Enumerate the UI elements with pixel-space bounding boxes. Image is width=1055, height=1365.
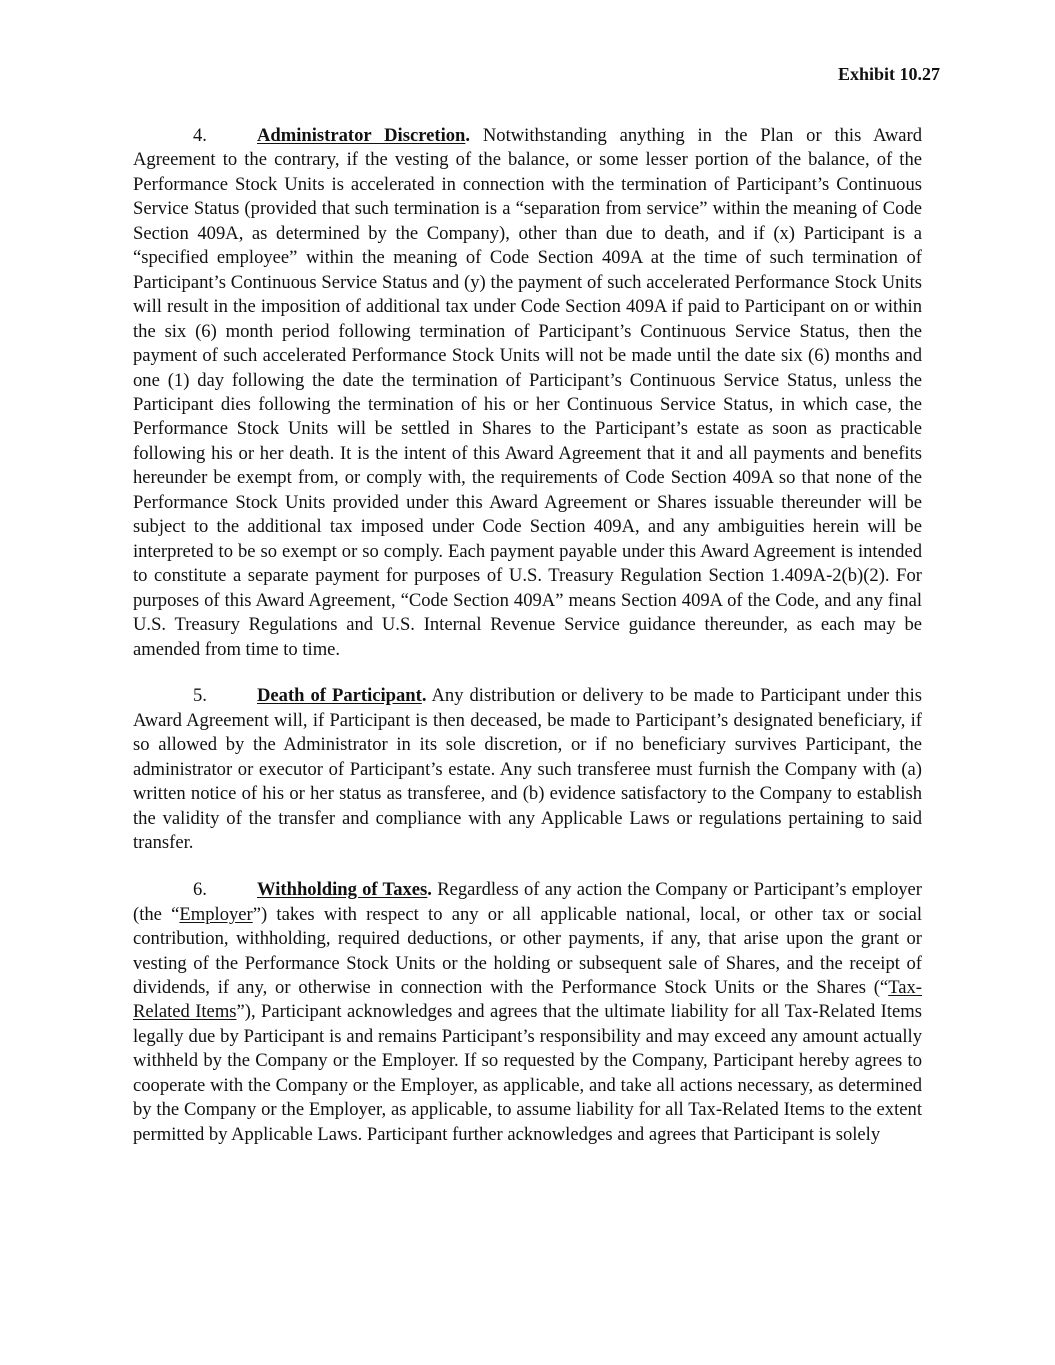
section-text: Notwithstanding anything in the Plan or this Award Agreement to the contrary, if the vesting of the balance, or some lesser portion of the balance, of the Performance Stock Units is accelerated in connection with the termination of Participant’s Continuous Service Status (provided that such termination is a “separation from service” within the meaning of Code Section 409A, as determined by the Company), other than due to death, and if (x) Participant is a “specified employee” within the meaning of Code Section 409A at the time of such termination of Participant’s Continuous Service Status and (y) the payment of such accelerated Performance Stock Units will result in the imposition of additional tax under Code Section 409A if paid to Participant on or within the six (6) month period following termination of Participant’s Continuous Service Status, then the payment of such accelerated Performance Stock Units will not be made until the date six (6) months and one (1) day following the date the termination of Participant’s Continuous Service Status, unless the Participant dies following the termination of his or her Continuous Service Status, in which case, the Performance Stock Units will be settled in Shares to the Participant’s estate as soon as practicable following his or her death. It is the intent of this Award Agreement that it and all payments and benefits hereunder be exempt from, or comply with, the requirements of Code Section 409A so that none of the Performance Stock Units provided under this Award Agreement or Shares issuable thereunder will be subject to the additional tax imposed under Code Section 409A, and any ambiguities herein will be interpreted to be so exempt or so comply. Each payment payable under this Award Agreement is intended to constitute a separate payment for purposes of U.S. Treasury Regulation Section 1.409A-2(b)(2). For purposes of this Award Agreement, “Code Section 409A” means Section 409A of the Code, and any final U.S. Treasury Regulations and U.S. Internal Revenue Service guidance thereunder, as each may be amended from time to time. xyxy=(133,125,922,660)
section-number: 4. xyxy=(193,125,207,146)
section-heading: Death of Participant xyxy=(257,685,422,707)
section-number: 6. xyxy=(193,879,207,901)
section-heading: Administrator Discretion xyxy=(257,125,466,146)
section-administrator-discretion: 4. Administrator Discretion. Notwithstanding anything in the Plan or this Award Agreement to the contrary, if the vesting of the balance, or some lesser portion of the balance, of the Performance Stock Units is accelerated in connection with the termination of Participant’s Continuous Service Status (provided that such termination is a “separation from service” within the meaning of Code Section 409A, as determined by the Company), other than due to death, and if (x) Participant is a “specified employee” within the meaning of Code Section 409A at the time of such termination of Participant’s Continuous Service Status and (y) the payment of such accelerated Performance Stock Units will result in the imposition of additional tax under Code Section 409A if paid to Participant on or within the six (6) month period following termination of Participant’s Continuous Service Status, then the payment of such accelerated Performance Stock Units will not be made until the date six (6) months and one (1) day following the date the termination of Participant’s Continuous Service Status, unless the Participant dies following the termination of his or her Continuous Service Status, in which case, the Performance Stock Units will be settled in Shares to the Participant’s estate as soon as practicable following his or her death. It is the intent of this Award Agreement that it and all payments and benefits hereunder be exempt from, or comply with, the requirements of Code Section 409A so that none of the Performance Stock Units provided under this Award Agreement or Shares issuable thereunder will be subject to the additional tax imposed under Code Section 409A, and any ambiguities herein will be interpreted to be so exempt or so comply. Each payment payable under this Award Agreement is intended to constitute a separate payment for purposes of U.S. Treasury Regulation Section 1.409A-2(b)(2). For purposes of this Award Agreement, “Code Section 409A” means Section 409A of the Code, and any final U.S. Treasury Regulations and U.S. Internal Revenue Service guidance thereunder, as each may be amended from time to time. xyxy=(133,125,922,660)
section-number: 5. xyxy=(193,685,207,707)
document-body xyxy=(133,124,922,1170)
section-text: Any distribution or delivery to be made to Participant under this Award Agreement will, if Participant is then deceased, be made to Participant’s designated beneficiary, if so allowed by the Administrator in its sole discretion, or if no beneficiary survives Participant, the administrator or executor of Participant’s estate. Any such transferee must furnish the Company with (a) written notice of his or her status as transferee, and (b) evidence satisfactory to the Company to establish the validity of the transfer and compliance with any Applicable Laws or regulations pertaining to said transfer. xyxy=(133,685,923,854)
section-death-of-participant: 5. Death of Participant. Any distribution or delivery to be made to Participant under this Award Agreement will, if Participant is then deceased, be made to Participant’s designated beneficiary, if so allowed by the Administrator in its sole discretion, or if no beneficiary survives Participant, the administrator or executor of Participant’s estate. Any such transferee must furnish the Company with (a) written notice of his or her status as transferee, and (b) evidence satisfactory to the Company to establish the validity of the transfer and compliance with any Applicable Laws or regulations pertaining to said transfer. xyxy=(133,685,923,854)
section-text: ”), Participant acknowledges and agrees that the ultimate liability for all Tax-Related Items legally due by Participant is and remains Participant’s responsibility and may exceed any amount actually withheld by the Company or the Employer. If so requested by the Company, Participant hereby agrees to cooperate with the Company or the Employer, as applicable, and take all actions necessary, as determined by the Company or the Employer, as applicable, to assume liability for all Tax-Related Items to the extent permitted by Applicable Laws. Participant further acknowledges and agrees that Participant is solely xyxy=(133,1001,922,1145)
defined-term-employer: Employer xyxy=(179,903,253,925)
defined-term-tax-related-items: Tax-Related Items xyxy=(133,976,922,1023)
section-text: ”) takes with respect to any or all applicable national, local, or other tax or social contribution, withholding, required deductions, or other payments, if any, that arise upon the grant or vesting of the Performance Stock Units or the holding or subsequent sale of Shares, and the receipt of dividends, if any, or otherwise in connection with the Performance Stock Units or the Shares (“ xyxy=(133,903,922,998)
section-withholding-of-taxes: 6. Withholding of Taxes. Regardless of any action the Company or Participant’s employer (the “Employer”) takes with respect to any or all applicable national, local, or other tax or social contribution, withholding, required deductions, or other payments, if any, that arise upon the grant or vesting of the Performance Stock Units or the holding or subsequent sale of Shares, and the receipt of dividends, if any, or otherwise in connection with the Performance Stock Units or the Shares (“Tax-Related Items”), Participant acknowledges and agrees that the ultimate liability for all Tax-Related Items legally due by Participant is and remains Participant’s responsibility and may exceed any amount actually withheld by the Company or the Employer. If so requested by the Company, Participant hereby agrees to cooperate with the Company or the Employer, as applicable, and take all actions necessary, as determined by the Company or the Employer, as applicable, to assume liability for all Tax-Related Items to the extent permitted by Applicable Laws. Participant further acknowledges and agrees that Participant is solely xyxy=(133,879,923,1145)
section-text: Regardless of any action the Company or Participant’s employer (the “ xyxy=(133,879,923,925)
section-heading: Withholding of Taxes xyxy=(257,879,428,901)
exhibit-label: Exhibit 10.27 xyxy=(837,64,940,84)
